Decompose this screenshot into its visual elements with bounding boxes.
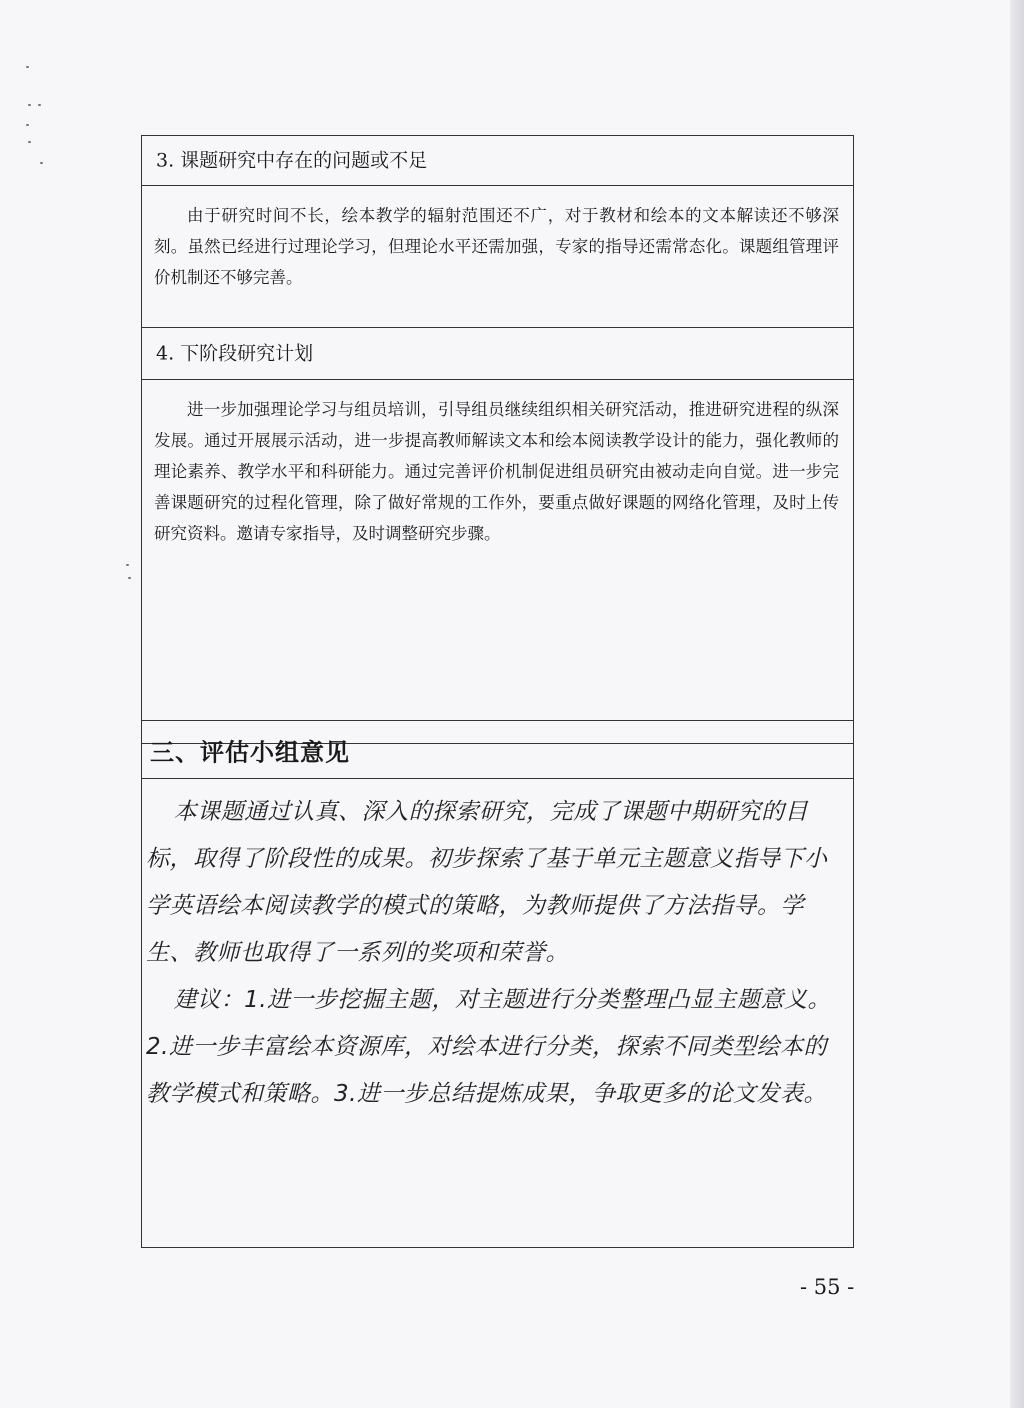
section3-heading-row xyxy=(142,136,853,186)
evaluation-handwritten-comments xyxy=(142,779,853,1118)
scan-speck xyxy=(126,564,129,566)
scan-speck xyxy=(28,104,31,106)
evaluation-heading: 三、评估小组意见 xyxy=(150,738,350,766)
evaluation-heading-row xyxy=(142,721,853,779)
evaluation-paragraph-1: 本课题通过认真、深入的探索研究，完成了课题中期研究的目标，取得了阶段性的成果。初步探索了基于单元主题意义指导下小学英语绘本阅读教学的模式的策略，为教师提供了方法指导。学生、教师也取得了一系列的奖项和荣誉。 xyxy=(146,799,828,966)
section4-heading: 4. 下阶段研究计划 xyxy=(156,342,314,364)
scan-speck xyxy=(26,66,29,68)
evaluation-table xyxy=(141,720,854,1248)
section4-heading-row xyxy=(142,328,853,380)
section3-body: 由于研究时间不长，绘本教学的辐射范围还不广，对于教材和绘本的文本解读还不够深刻。虽然已经进行过理论学习，但理论水平还需加强，专家的指导还需常态化。课题组管理评价机制还不够完善。 xyxy=(154,206,839,287)
scan-speck xyxy=(26,124,29,126)
scan-speck xyxy=(28,141,31,143)
scan-speck xyxy=(38,104,41,106)
section3-body-row xyxy=(142,186,853,328)
progress-report-table xyxy=(141,135,854,744)
evaluation-paragraph-2: 建议：1.进一步挖掘主题，对主题进行分类整理凸显主题意义。2.进一步丰富绘本资源库，对绘本进行分类，探索不同类型绘本的教学模式和策略。3.进一步总结提炼成果，争取更多的论文发表。 xyxy=(146,987,832,1107)
section4-body-row xyxy=(142,380,853,720)
section4-body: 进一步加强理论学习与组员培训，引导组员继续组织相关研究活动，推进研究进程的纵深发展。通过开展展示活动，进一步提高教师解读文本和绘本阅读教学设计的能力，强化教师的理论素养、教学水平和科研能力。通过完善评价机制促进组员研究由被动走向自觉。进一步完善课题研究的过程化管理，除了做好常规的工作外，要重点做好课题的网络化管理，及时上传研究资料。邀请专家指导，及时调整研究步骤。 xyxy=(154,400,839,543)
scan-edge xyxy=(1010,0,1024,1408)
page-number: - 55 - xyxy=(800,1275,855,1299)
scan-speck xyxy=(128,577,131,579)
scan-speck xyxy=(40,162,43,164)
section3-heading: 3. 课题研究中存在的问题或不足 xyxy=(156,149,428,171)
